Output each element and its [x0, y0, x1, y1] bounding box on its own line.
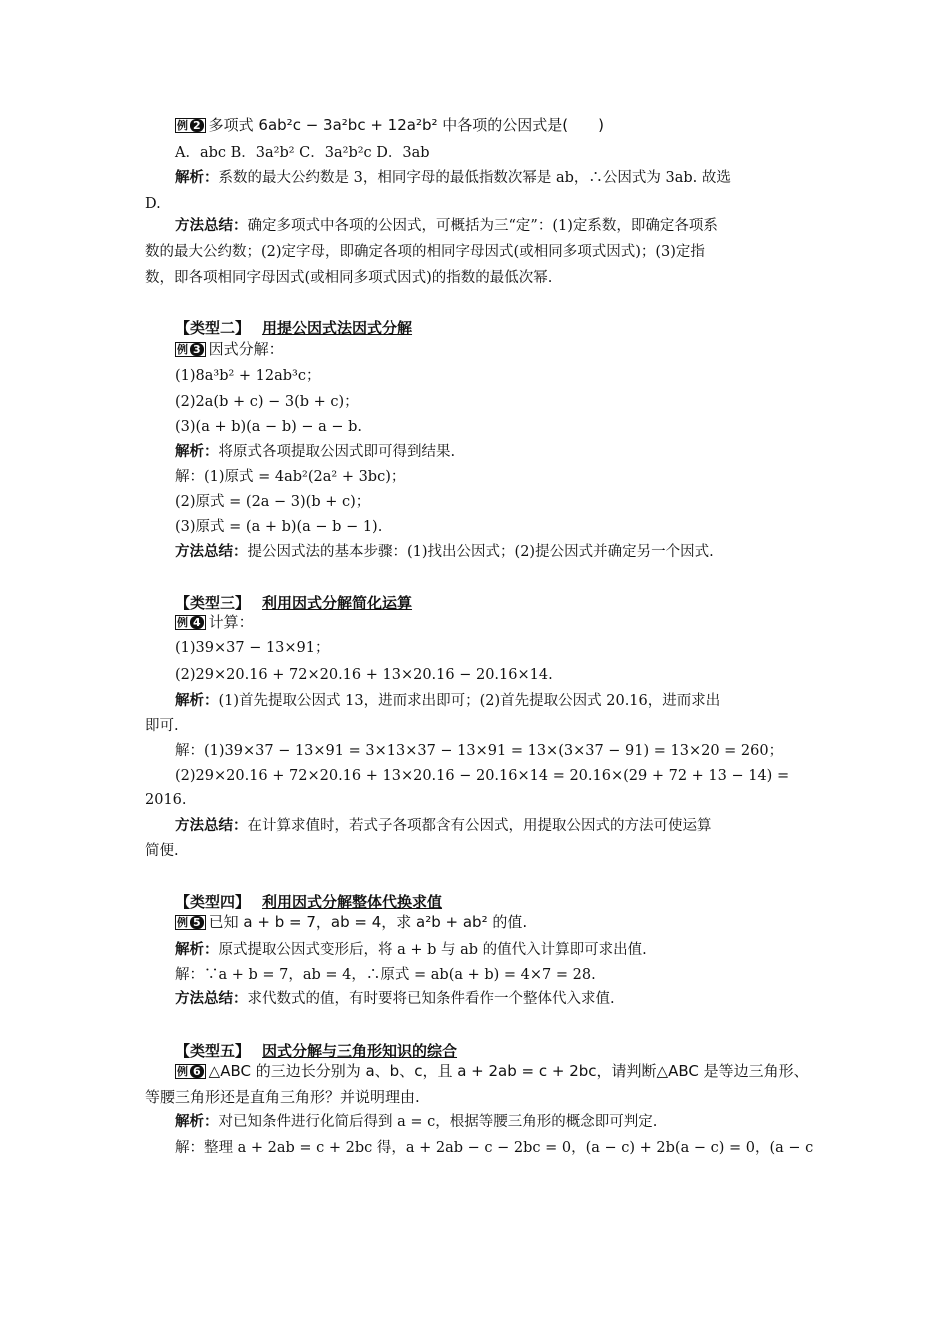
text-line: (2)原式 = (2a − 3)(b + c)； — [175, 494, 371, 510]
text-line: 等腰三角形还是直角三角形？并说明理由. — [145, 1088, 420, 1106]
text-line: (1)39×37 − 13×91； — [175, 640, 330, 656]
example-4-analysis: 解析：(1)首先提取公因式 13，进而求出即可；(2)首先提取公因式 20.16，进而求出 — [175, 693, 721, 709]
example-6-analysis: 解析：对已知条件进行化简后得到 a = c，根据等腰三角形的概念即可判定. — [175, 1114, 658, 1130]
example-4-summary: 方法总结：在计算求值时，若式子各项都含有公因式，用提取公因式的方法可使运算 — [175, 818, 712, 834]
text-line: 数的最大公约数；(2)定字母，即确定各项的相同字母因式(或相同多项式因式)；(3)定指 — [145, 244, 705, 260]
text-line: 2016. — [145, 792, 187, 808]
text-line: (1)8a³b² + 12ab³c； — [175, 368, 321, 384]
text-line: 解：(1)39×37 − 13×91 = 3×13×37 − 13×91 = 13×(3×37 − 91) = 13×20 = 260； — [175, 743, 784, 759]
text-line: (2)29×20.16 + 72×20.16 + 13×20.16 − 20.16×14 = 20.16×(29 + 72 + 13 − 14) = — [175, 768, 790, 784]
example-5-analysis: 解析：原式提取公因式变形后，将 a + b 与 ab 的值代入计算即可求出值. — [175, 942, 647, 958]
example-3-question: 例 3 因式分解： — [177, 340, 284, 358]
example-tag: 例 2 — [175, 118, 206, 133]
text-line: D. — [145, 196, 161, 212]
type-2-heading: 【类型二】 用提公因式法因式分解 — [175, 319, 413, 337]
type-3-heading: 【类型三】 利用因式分解简化运算 — [175, 594, 413, 612]
example-tag: 例 5 — [175, 915, 206, 930]
text-line: (2)2a(b + c) − 3(b + c)； — [175, 394, 359, 410]
text-line: (3)原式 = (a + b)(a − b − 1). — [175, 519, 383, 535]
example-tag: 例 4 — [175, 615, 206, 630]
example-2-question: 例 2 多项式 6ab²c − 3a²bc + 12a²b² 中各项的公因式是( ) — [177, 116, 604, 134]
type-4-heading: 【类型四】 利用因式分解整体代换求值 — [175, 893, 443, 911]
example-2-options: A．abc B．3a²b² C．3a²b²c D．3ab — [175, 145, 430, 161]
text-line: 解：∵a + b = 7，ab = 4，∴原式 = ab(a + b) = 4×7 = 28. — [175, 967, 596, 983]
example-3-summary: 方法总结：提公因式法的基本步骤：(1)找出公因式；(2)提公因式并确定另一个因式. — [175, 544, 714, 560]
example-5-summary: 方法总结：求代数式的值，有时要将已知条件看作一个整体代入求值. — [175, 991, 615, 1007]
text-line: 即可. — [145, 718, 179, 734]
example-5-question: 例 5 已知 a + b = 7，ab = 4，求 a²b + ab² 的值. — [177, 913, 528, 931]
text-line: 解：整理 a + 2ab = c + 2bc 得，a + 2ab − c − 2bc = 0，(a − c) + 2b(a − c) = 0，(a − c — [175, 1140, 814, 1156]
example-2-summary: 方法总结：确定多项式中各项的公因式，可概括为三“定”：(1)定系数，即确定各项系 — [175, 218, 718, 234]
text-line: (3)(a + b)(a − b) − a − b. — [175, 419, 363, 435]
example-tag: 例 6 — [175, 1064, 206, 1079]
text-line: 数，即各项相同字母因式(或相同多项式因式)的指数的最低次幂. — [145, 270, 553, 286]
example-4-question: 例 4 计算： — [177, 613, 254, 631]
example-tag: 例 3 — [175, 342, 206, 357]
example-3-analysis: 解析：将原式各项提取公因式即可得到结果. — [175, 444, 456, 460]
example-6-question: 例 6 △ABC 的三边长分别为 a、b、c，且 a + 2ab = c + 2bc，请判断△ABC 是等边三角形、 — [177, 1062, 809, 1080]
type-5-heading: 【类型五】 因式分解与三角形知识的综合 — [175, 1042, 458, 1060]
text-line: 解：(1)原式 = 4ab²(2a² + 3bc)； — [175, 469, 406, 485]
example-2-analysis: 解析：系数的最大公约数是 3，相同字母的最低指数次幂是 ab，∴公因式为 3ab. 故选 — [175, 170, 731, 186]
text-line: (2)29×20.16 + 72×20.16 + 13×20.16 − 20.16×14. — [175, 667, 553, 683]
text-line: 简便. — [145, 843, 179, 859]
